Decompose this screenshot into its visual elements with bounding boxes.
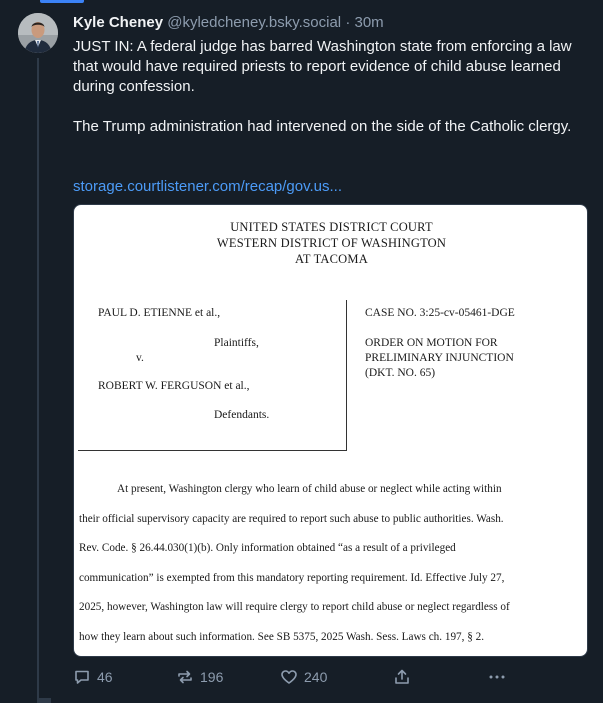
author-handle[interactable]: @kyledcheney.bsky.social	[167, 14, 342, 31]
more-options-button[interactable]	[487, 667, 507, 687]
share-icon	[393, 668, 411, 686]
post-time[interactable]: 30m	[354, 14, 384, 31]
repost-button[interactable]	[176, 667, 223, 687]
court-line-1: UNITED STATES DISTRICT COURT	[230, 220, 433, 234]
body-line: their official supervisory capacity are required to report such abuse to public authorities. Wash.	[79, 512, 504, 525]
avatar[interactable]	[18, 13, 58, 53]
order-line-1: ORDER ON MOTION FOR	[365, 337, 498, 349]
top-accent-indicator	[40, 0, 84, 3]
repost-icon	[176, 668, 194, 686]
case-number: CASE NO. 3:25-cv-05461-DGE	[365, 307, 515, 319]
court-line-2: WESTERN DISTRICT OF WASHINGTON	[216, 236, 447, 250]
reply-count: 46	[97, 669, 113, 685]
reply-button[interactable]	[73, 667, 113, 687]
document-image[interactable]	[73, 204, 588, 657]
order-line-3: (DKT. NO. 65)	[365, 367, 436, 379]
post-text	[73, 37, 593, 137]
versus-label: v.	[136, 352, 144, 364]
heart-icon	[280, 668, 298, 686]
top-bar	[0, 0, 603, 6]
body-line: 2025, however, Washington law will require clergy to report child abuse or neglect regardless of	[79, 601, 510, 613]
plaintiff-name: PAUL D. ETIENNE et al.,	[98, 307, 221, 319]
like-button[interactable]	[280, 667, 327, 687]
court-line-3: AT TACOMA	[295, 252, 368, 266]
document-body	[79, 475, 584, 652]
more-dots-icon	[487, 668, 507, 686]
bottom-thread-stub	[37, 698, 51, 703]
avatar-portrait-icon	[18, 13, 58, 53]
reply-icon	[73, 668, 91, 686]
share-button[interactable]	[393, 667, 411, 687]
thread-line	[37, 58, 39, 703]
post-paragraph-2: The Trump administration had intervened on the side of the Catholic clergy.	[73, 118, 572, 135]
defendants-label: Defendants.	[214, 409, 270, 421]
post-link[interactable]: storage.courtlistener.com/recap/gov.us...	[73, 178, 343, 195]
post-paragraph-1: JUST IN: A federal judge has barred Washington state from enforcing a law that would have required priests to report evidence of child abuse learned during confession.	[73, 38, 572, 95]
caption-box	[78, 300, 347, 451]
body-line: At present, Washington clergy who learn of child abuse or neglect while acting within	[117, 483, 502, 495]
post-actions	[73, 667, 593, 687]
repost-count: 196	[200, 669, 224, 685]
author-name[interactable]: Kyle Cheney	[73, 14, 164, 31]
body-line: communication” is exempted from this mandatory reporting requirement. Id. Effective July 27,	[79, 571, 505, 584]
post-header	[73, 13, 593, 35]
body-line: Rev. Code. § 26.44.030(1)(b). Only information obtained “as a result of a privileged	[79, 542, 456, 554]
court-heading	[74, 219, 588, 267]
body-line: how they learn about such information. See SB 5375, 2025 Wash. Sess. Laws ch. 197, § 2.	[79, 630, 485, 643]
order-line-2: PRELIMINARY INJUNCTION	[365, 352, 514, 364]
plaintiffs-label: Plaintiffs,	[214, 337, 259, 349]
like-count: 240	[304, 669, 328, 685]
order-title	[365, 336, 514, 381]
defendant-name: ROBERT W. FERGUSON et al.,	[98, 380, 250, 392]
header-separator: ·	[345, 14, 351, 31]
